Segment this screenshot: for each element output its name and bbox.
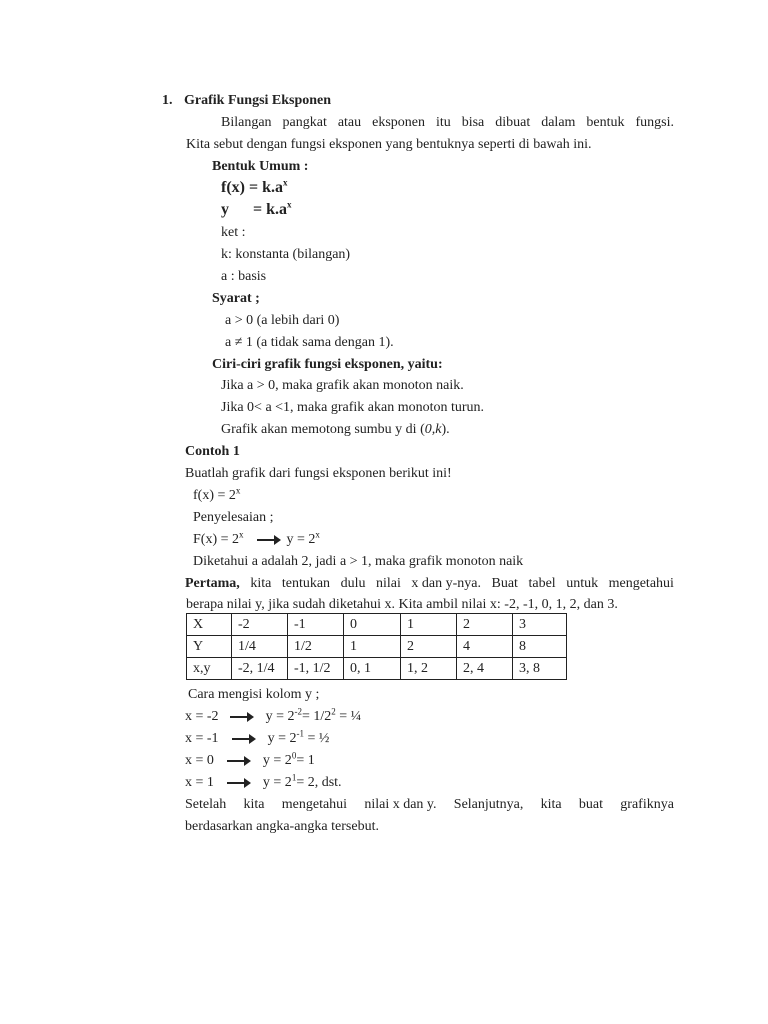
table-cell: 3 xyxy=(513,614,567,636)
table-cell: -2 xyxy=(232,614,288,636)
contoh-mapping xyxy=(193,531,320,549)
cara-x: x = 1 xyxy=(185,775,214,790)
table-cell: 1/2 xyxy=(288,636,344,658)
contoh-y-base: y = 2 xyxy=(286,532,316,547)
table-cell: -1 xyxy=(288,614,344,636)
ciri-3-pre: Grafik akan memotong sumbu y di ( xyxy=(221,422,425,437)
syarat-1: a > 0 (a lebih dari 0) xyxy=(225,313,340,328)
table-row xyxy=(187,636,567,658)
formula-fx-base: f(x) = k.a xyxy=(221,179,283,196)
table-cell: 2 xyxy=(457,614,513,636)
formula-y-left: y xyxy=(221,201,229,218)
setelah-line-1 xyxy=(185,796,674,814)
contoh-y-exp: x xyxy=(315,529,320,540)
intro-line-2: Kita sebut dengan fungsi eksponen yang bentuknya seperti di bawah ini. xyxy=(186,137,592,152)
ciri-heading: Ciri-ciri grafik fungsi eksponen, yaitu: xyxy=(212,357,443,372)
formula-fx-exp: x xyxy=(283,177,288,188)
cara-exp: -2 xyxy=(294,706,302,717)
ciri-3-post: ). xyxy=(441,422,450,437)
table-cell: 0 xyxy=(344,614,401,636)
section-heading xyxy=(162,92,331,110)
table-cell: -2, 1/4 xyxy=(232,658,288,680)
cara-row-3 xyxy=(185,752,315,770)
syarat-2: a ≠ 1 (a tidak sama dengan 1). xyxy=(225,335,394,350)
table-cell: 4 xyxy=(457,636,513,658)
pertama-word: Buat xyxy=(491,576,518,591)
cara-result: = ½ xyxy=(303,731,330,746)
ket-a: a : basis xyxy=(221,269,267,284)
intro-line-1-text: Bilangan pangkat atau eksponen itu bisa dibuat dalam bentuk fungsi. xyxy=(221,115,674,130)
cara-x: x = -1 xyxy=(185,731,219,746)
arrow-right-icon xyxy=(227,782,249,784)
pertama-word: tabel xyxy=(528,576,556,591)
intro-line-1 xyxy=(221,114,674,132)
cara-y: y = 2 xyxy=(267,731,297,746)
formula-y xyxy=(221,201,292,219)
section-title: Grafik Fungsi Eksponen xyxy=(184,93,332,108)
arrow-right-icon xyxy=(230,716,252,718)
setelah-word: grafiknya xyxy=(620,797,674,812)
xy-table xyxy=(186,613,567,680)
setelah-word: mengetahui xyxy=(281,797,348,812)
cara-result: = 1 xyxy=(296,753,315,768)
table-cell: 0, 1 xyxy=(344,658,401,680)
pertama-word: mengetahui xyxy=(608,576,674,591)
contoh-diketahui: Diketahui a adalah 2, jadi a > 1, maka grafik monoton naik xyxy=(193,554,524,569)
table-row xyxy=(187,658,567,680)
table-cell: 1, 2 xyxy=(401,658,457,680)
pertama-word: tentukan xyxy=(281,576,331,591)
table-cell: 1 xyxy=(401,614,457,636)
cara-result: = ¼ xyxy=(339,709,362,724)
cara-row-4 xyxy=(185,774,342,792)
cara-x: x = -2 xyxy=(185,709,219,724)
cara-y: y = 2 xyxy=(262,753,292,768)
table-cell: 2, 4 xyxy=(457,658,513,680)
setelah-line-2: berdasarkan angka-angka tersebut. xyxy=(185,819,379,834)
cara-exp: -1 xyxy=(296,728,304,739)
arrow-right-icon xyxy=(232,738,254,740)
contoh-F-exp: x xyxy=(239,529,244,540)
table-cell: 3, 8 xyxy=(513,658,567,680)
cara-exp: 1 xyxy=(291,772,297,783)
contoh-task: Buatlah grafik dari fungsi eksponen berikut ini! xyxy=(185,466,452,481)
setelah-word: Setelah xyxy=(185,797,227,812)
pertama-line-1 xyxy=(185,575,674,593)
cara-exp: 2 xyxy=(331,706,336,717)
ket-k: k: konstanta (bilangan) xyxy=(221,247,351,262)
setelah-word: nilai x dan y. xyxy=(364,797,437,812)
table-cell: x,y xyxy=(187,658,232,680)
contoh-fx xyxy=(193,487,240,505)
penyelesaian-label: Penyelesaian ; xyxy=(193,510,274,525)
contoh-F-base: F(x) = 2 xyxy=(193,532,240,547)
table-cell: Y xyxy=(187,636,232,658)
cara-result: = 2, dst. xyxy=(296,775,342,790)
setelah-word: kita xyxy=(540,797,562,812)
formula-y-exp: x xyxy=(287,199,292,210)
arrow-right-icon xyxy=(227,760,249,762)
cara-row-1 xyxy=(185,708,361,726)
pertama-word: dulu xyxy=(340,576,366,591)
pertama-word: nilai xyxy=(375,576,401,591)
pertama-line-2: berapa nilai y, jika sudah diketahui x. Kita ambil nilai x: -2, -1, 0, 1, 2, dan 3. xyxy=(186,597,618,612)
cara-y: y = 2 xyxy=(265,709,295,724)
syarat-heading: Syarat ; xyxy=(212,291,260,306)
pertama-word: Pertama, xyxy=(185,576,240,591)
table-cell: 1/4 xyxy=(232,636,288,658)
pertama-word: x dan y-nya. xyxy=(411,576,481,591)
table-cell: -1, 1/2 xyxy=(288,658,344,680)
ciri-3-point: 0,k xyxy=(424,422,442,437)
table-cell: 8 xyxy=(513,636,567,658)
table-cell: X xyxy=(187,614,232,636)
cara-row-2 xyxy=(185,730,329,748)
section-number: 1. xyxy=(162,93,173,108)
bentuk-umum-heading: Bentuk Umum : xyxy=(212,159,309,174)
setelah-word: kita xyxy=(243,797,265,812)
formula-y-right: = k.a xyxy=(253,201,288,218)
cara-heading: Cara mengisi kolom y ; xyxy=(188,687,320,702)
cara-y: y = 2 xyxy=(262,775,292,790)
pertama-word: kita xyxy=(250,576,272,591)
formula-fx xyxy=(221,179,288,197)
table-cell: 1 xyxy=(344,636,401,658)
cara-exp: 0 xyxy=(291,750,297,761)
arrow-right-icon xyxy=(257,539,279,541)
ciri-2: Jika 0< a <1, maka grafik akan monoton turun. xyxy=(221,400,485,415)
contoh-fx-exp: x xyxy=(235,485,241,496)
ciri-1: Jika a > 0, maka grafik akan monoton naik. xyxy=(221,378,464,393)
setelah-word: buat xyxy=(578,797,604,812)
cara-x: x = 0 xyxy=(185,753,214,768)
ket-label: ket : xyxy=(221,225,246,240)
pertama-word: untuk xyxy=(566,576,599,591)
cara-result: = 1/2 xyxy=(301,709,332,724)
table-row xyxy=(187,614,567,636)
setelah-word: Selanjutnya, xyxy=(453,797,524,812)
contoh-fx-base: f(x) = 2 xyxy=(193,488,236,503)
contoh-heading: Contoh 1 xyxy=(185,444,240,459)
ciri-3 xyxy=(221,421,450,439)
table-cell: 2 xyxy=(401,636,457,658)
